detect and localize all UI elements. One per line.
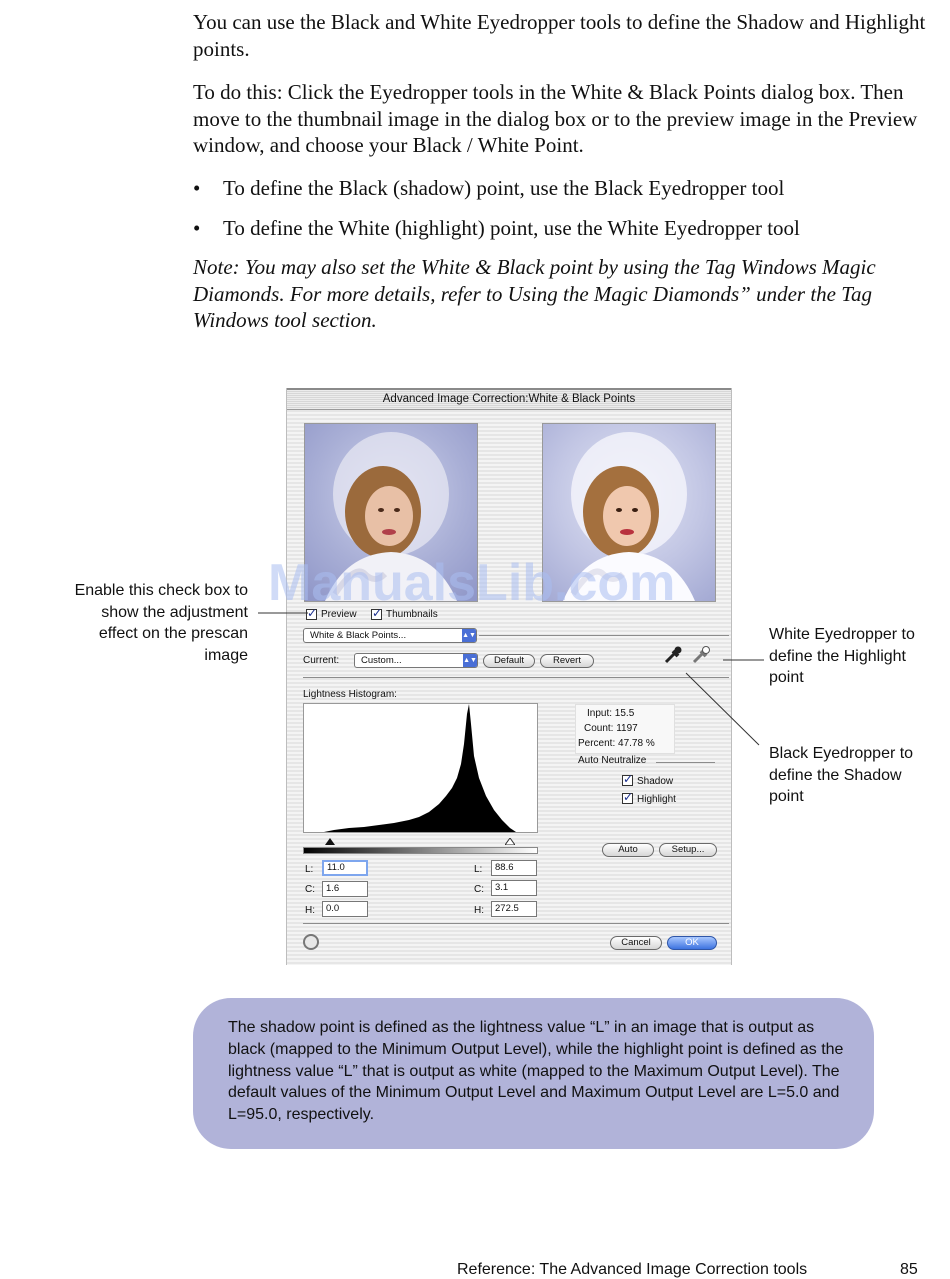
thumbnails-label: Thumbnails [386, 609, 438, 620]
shadow-c-label: C: [305, 884, 315, 895]
setup-button[interactable]: Setup... [659, 843, 717, 857]
lightness-gradient-bar [303, 847, 538, 854]
shadow-slider-icon[interactable] [325, 838, 335, 845]
highlight-l-label: L: [474, 864, 483, 875]
divider [303, 923, 729, 924]
info-callout [193, 998, 874, 1149]
footer-section-title: Reference: The Advanced Image Correction tools [457, 1261, 808, 1278]
bullet-text: To define the Black (shadow) point, use the Black Eyedropper tool [223, 176, 785, 200]
auto-button[interactable]: Auto [602, 843, 654, 857]
white-eyedropper-icon[interactable] [690, 645, 712, 667]
shadow-checkbox[interactable] [622, 775, 633, 786]
watermark: ManualsLib.com [268, 554, 676, 612]
highlight-c-field[interactable]: 3.1 [491, 880, 537, 896]
highlight-h-field[interactable]: 272.5 [491, 901, 537, 917]
shadow-l-label: L: [305, 864, 314, 875]
instructions-paragraph: To do this: Click the Eyedropper tools in the White & Black Points dialog box. Then move to the thumbnail image in the dialog box or to the preview image in the Preview window, and choose your Black / White Point. [193, 80, 918, 157]
mode-select[interactable] [303, 628, 477, 643]
input-value: Input: 15.5 [587, 708, 635, 719]
shadow-c-field[interactable]: 1.6 [322, 881, 368, 897]
highlight-c-label: C: [474, 884, 484, 895]
black-eyedropper-annotation: Black Eyedropper to define the Shadow point [769, 745, 914, 805]
highlight-l-field[interactable]: 88.6 [491, 860, 537, 876]
count-value: Count: 1197 [584, 723, 638, 734]
revert-button[interactable]: Revert [540, 654, 594, 668]
auto-neutralize-label: Auto Neutralize [578, 755, 647, 766]
highlight-h-label: H: [474, 905, 484, 916]
highlight-label: Highlight [637, 794, 676, 805]
select-arrows-icon: ▲▼ [463, 654, 477, 667]
help-button[interactable] [303, 934, 319, 950]
select-arrows-icon: ▲▼ [462, 629, 476, 642]
note-paragraph: Note: You may also set the White & Black point by using the Tag Windows Magic Diamonds. For more details, refer to Using the Magic Diamonds” under the Tag Windows tool section. [193, 255, 876, 332]
divider [479, 635, 729, 636]
lightness-histogram [303, 703, 538, 833]
dialog-titlebar [287, 388, 731, 410]
shadow-l-field[interactable]: 11.0 [322, 860, 368, 876]
highlight-slider-icon[interactable] [505, 838, 515, 845]
ok-button[interactable]: OK [667, 936, 717, 950]
dialog-title: Advanced Image Correction:White & Black Points [382, 393, 636, 405]
preview-checkbox-annotation: Enable this check box to show the adjustment effect on the prescan image [74, 582, 248, 664]
bullet-text: To define the White (highlight) point, use the White Eyedropper tool [223, 216, 800, 240]
cancel-button[interactable]: Cancel [610, 936, 662, 950]
preview-label: Preview [321, 609, 357, 620]
shadow-h-field[interactable]: 0.0 [322, 901, 368, 917]
shadow-label: Shadow [637, 776, 674, 787]
default-button[interactable]: Default [483, 654, 535, 668]
histogram-graph [304, 704, 537, 832]
footer-page-number: 85 [900, 1261, 918, 1278]
highlight-checkbox[interactable] [622, 793, 633, 804]
shadow-h-label: H: [305, 905, 315, 916]
divider [656, 762, 715, 763]
white-eyedropper-annotation: White Eyedropper to define the Highlight point [769, 626, 915, 686]
mode-select-value: White & Black Points... [310, 630, 407, 641]
white-black-points-dialog [286, 388, 732, 965]
current-label: Current: [303, 655, 340, 666]
current-select-value: Custom... [361, 655, 402, 666]
black-eyedropper-icon[interactable] [662, 645, 684, 667]
bullet-symbol: • [193, 216, 201, 240]
intro-paragraph: You can use the Black and White Eyedropper tools to define the Shadow and Highlight points. [193, 10, 926, 61]
divider [303, 677, 729, 678]
current-select[interactable] [354, 653, 478, 668]
histogram-label: Lightness Histogram: [303, 689, 397, 700]
percent-value: Percent: 47.78 % [578, 738, 655, 749]
callout-text: The shadow point is defined as the lightness value “L” in an image that is output as black (mapped to the Minimum Output Level), while the highlight point is defined as the lightness value “L” that is output as white (mapped to the Maximum Output Level). The default values of the Minimum Output Level and Maximum Output Level are L=5.0 and L=95.0, respectively. [228, 1019, 844, 1124]
bullet-symbol: • [193, 176, 201, 200]
